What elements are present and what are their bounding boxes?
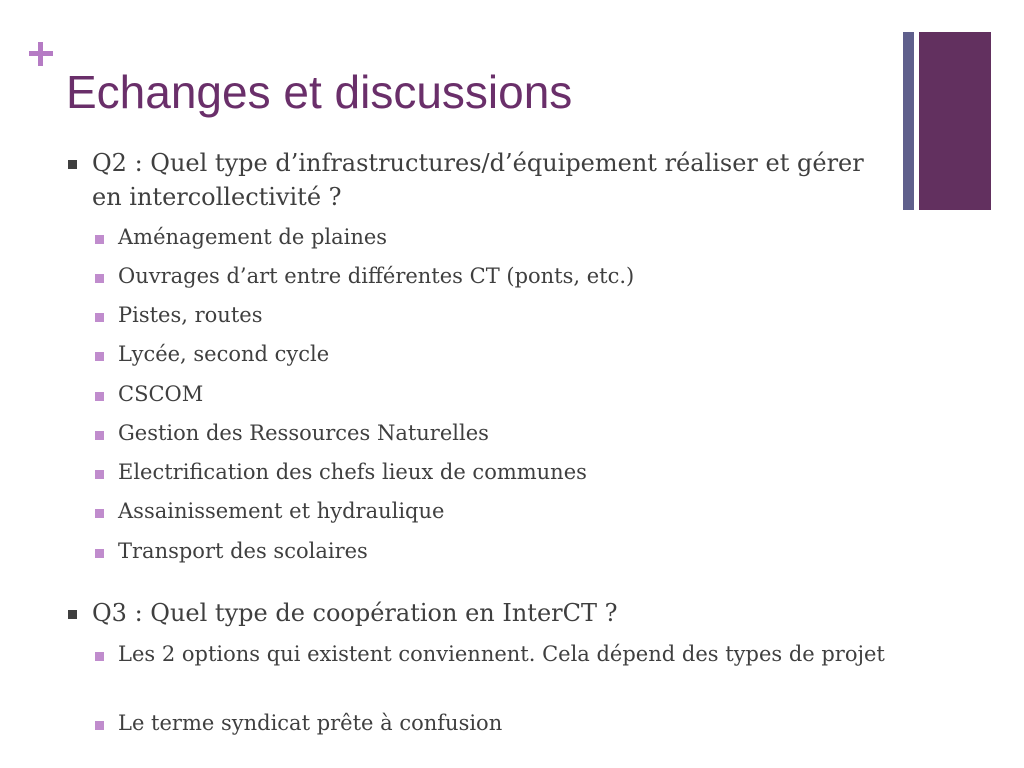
square-bullet-icon bbox=[68, 610, 77, 619]
list-item bbox=[118, 418, 898, 449]
square-bullet-icon bbox=[95, 431, 104, 440]
list-item-text: Le terme syndicat prête à confusion bbox=[118, 711, 503, 735]
list-item bbox=[118, 457, 898, 488]
question-q2 bbox=[92, 146, 892, 214]
list-item-text: Lycée, second cycle bbox=[118, 342, 330, 366]
question-q2-text: Q2 : Quel type d’infrastructures/d’équipement réaliser et gérer en intercollectivité ? bbox=[92, 149, 864, 211]
list-item bbox=[118, 379, 898, 410]
list-item-text: Ouvrages d’art entre différentes CT (ponts, etc.) bbox=[118, 264, 635, 288]
question-q3 bbox=[92, 596, 892, 630]
list-item bbox=[118, 639, 898, 670]
accent-bar-thin bbox=[903, 32, 914, 210]
square-bullet-icon bbox=[95, 235, 104, 244]
list-item-text: CSCOM bbox=[118, 382, 204, 406]
list-item bbox=[118, 339, 898, 370]
square-bullet-icon bbox=[95, 721, 104, 730]
list-item bbox=[118, 536, 898, 567]
square-bullet-icon bbox=[95, 313, 104, 322]
square-bullet-icon bbox=[95, 470, 104, 479]
list-item bbox=[118, 261, 898, 292]
square-bullet-icon bbox=[95, 274, 104, 283]
list-item-text: Assainissement et hydraulique bbox=[118, 499, 445, 523]
square-bullet-icon bbox=[95, 352, 104, 361]
list-item bbox=[118, 300, 898, 331]
accent-bar-thick bbox=[919, 32, 991, 210]
list-item-text: Les 2 options qui existent conviennent. Cela dépend des types de projet bbox=[118, 642, 885, 666]
square-bullet-icon bbox=[95, 392, 104, 401]
square-bullet-icon bbox=[95, 549, 104, 558]
square-bullet-icon bbox=[95, 509, 104, 518]
list-item-text: Aménagement de plaines bbox=[118, 225, 388, 249]
list-item bbox=[118, 708, 898, 739]
list-item-text: Electrification des chefs lieux de communes bbox=[118, 460, 587, 484]
list-item-text: Pistes, routes bbox=[118, 303, 263, 327]
slide-title: Echanges et discussions bbox=[66, 66, 573, 118]
list-item-text: Gestion des Ressources Naturelles bbox=[118, 421, 489, 445]
square-bullet-icon bbox=[95, 652, 104, 661]
plus-icon bbox=[27, 40, 55, 68]
question-q3-text: Q3 : Quel type de coopération en InterCT ? bbox=[92, 599, 618, 627]
list-item bbox=[118, 496, 898, 527]
square-bullet-icon bbox=[68, 160, 77, 169]
list-item bbox=[118, 222, 898, 253]
list-item-text: Transport des scolaires bbox=[118, 539, 368, 563]
